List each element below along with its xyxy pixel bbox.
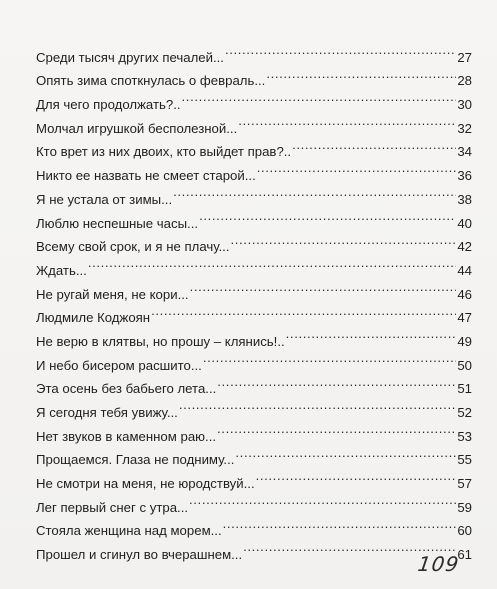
toc-entry-page: 51: [457, 381, 472, 397]
toc-entry-page: 61: [457, 547, 472, 563]
toc-entry-page: 52: [457, 405, 472, 420]
toc-entry-page: 27: [457, 49, 472, 65]
dot-leader: [182, 85, 456, 109]
dot-leader: [286, 322, 456, 346]
toc-entry-page: 28: [457, 73, 472, 89]
toc-entry-title: Прошел и сгинул во вчерашнем...: [36, 547, 243, 563]
dot-leader: [257, 156, 456, 180]
toc-entry-title: Лег первый снег с утра...: [36, 499, 189, 515]
toc-entry-page: 44: [457, 262, 472, 278]
toc-entry-title: Я сегодня тебя увижу...: [36, 405, 178, 420]
toc-entry-page: 30: [457, 97, 472, 113]
toc-entry-page: 47: [457, 310, 472, 326]
table-of-contents: [36, 38, 472, 563]
dot-leader: [203, 346, 456, 370]
dot-leader: [151, 299, 456, 323]
toc-entry-title: Молчал игрушкой бесполезной...: [36, 120, 238, 136]
toc-entry-page: 60: [457, 523, 472, 539]
toc-entry-page: 46: [457, 286, 472, 302]
toc-entry-page: 32: [457, 120, 472, 136]
dot-leader: [256, 464, 456, 488]
toc-entry-title: Людмиле Коджоян: [36, 310, 151, 326]
dot-leader: [238, 109, 456, 133]
dot-leader: [217, 370, 456, 394]
toc-entry-page: 36: [457, 168, 472, 184]
toc-entry-page: 53: [457, 428, 472, 444]
dot-leader: [217, 417, 456, 441]
dot-leader: [223, 512, 456, 536]
toc-entry-title: Не смотри на меня, не юродствуй...: [36, 476, 255, 492]
dot-leader: [179, 393, 456, 417]
dot-leader: [231, 228, 456, 252]
dot-leader: [190, 275, 456, 299]
toc-entry-title: Всему свой срок, и я не плачу...: [36, 239, 230, 255]
dot-leader: [292, 133, 456, 157]
toc-entry: [36, 251, 472, 278]
toc-entry-page: 42: [457, 239, 472, 255]
dot-leader: [235, 441, 456, 465]
toc-entry-page: 40: [457, 215, 472, 231]
toc-entry: [36, 275, 472, 302]
toc-entry-page: 34: [457, 144, 472, 160]
toc-entry-title: Я не устала от зимы...: [36, 191, 173, 207]
toc-entry-page: 38: [457, 191, 472, 207]
toc-entry-page: 59: [457, 499, 472, 515]
toc-entry-title: Ждать...: [36, 262, 87, 278]
toc-entry-title: Опять зима споткнулась о февраль...: [36, 73, 266, 89]
toc-entry-title: Стояла женщина над морем...: [36, 523, 222, 539]
toc-entry-title: Эта осень без бабьего лета...: [36, 381, 217, 397]
dot-leader: [88, 251, 456, 275]
toc-entry: [36, 38, 472, 65]
toc-entry-title: Среди тысяч других печалей...: [36, 49, 224, 65]
dot-leader: [189, 488, 456, 512]
toc-entry-title: Прощаемся. Глаза не подниму...: [36, 452, 235, 468]
dot-leader: [266, 62, 456, 86]
dot-leader: [173, 180, 456, 204]
toc-entry-title: Нет звуков в каменном раю...: [36, 428, 217, 444]
toc-entry-page: 57: [457, 476, 472, 492]
toc-entry-title: И небо бисером расшито...: [36, 357, 202, 373]
toc-entry-title: Люблю неспешные часы...: [36, 215, 199, 231]
dot-leader: [225, 38, 456, 62]
toc-entry-page: 49: [457, 333, 472, 349]
toc-entry-title: Для чего продолжать?..: [36, 97, 181, 113]
toc-entry-title: Кто врет из них двоих, кто выйдет прав?..: [36, 144, 292, 160]
page-number: 109: [416, 552, 461, 576]
toc-entry-title: Не ругай меня, не кори...: [36, 286, 189, 302]
dot-leader: [199, 204, 456, 228]
toc-entry-title: Не верю в клятвы, но прошу – клянись!..: [36, 333, 285, 349]
toc-entry-title: Никто ее назвать не смеет старой...: [36, 168, 256, 184]
toc-entry-page: 50: [457, 357, 472, 373]
toc-entry-page: 55: [457, 452, 472, 468]
